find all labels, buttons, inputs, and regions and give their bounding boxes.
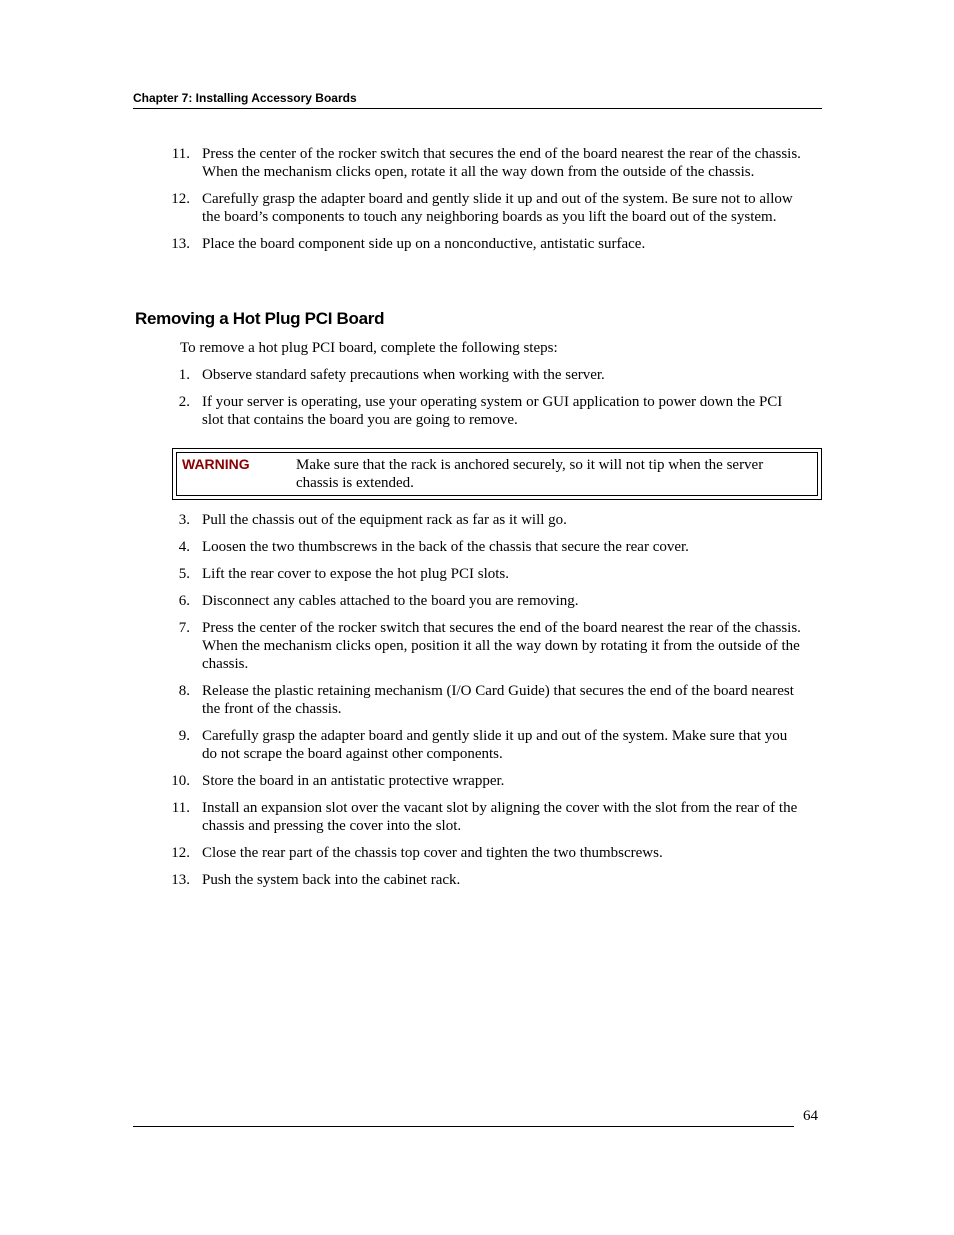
- step-number: 1.: [178, 367, 190, 383]
- step-number: 5.: [178, 566, 190, 582]
- step-number: 9.: [178, 728, 190, 744]
- step-number: 4.: [178, 539, 190, 555]
- list-item: [0, 538, 954, 556]
- list-item: [0, 190, 954, 226]
- page-header: [133, 90, 822, 109]
- step-number: 12.: [171, 845, 190, 861]
- step-text: Carefully grasp the adapter board and gently slide it up and out of the system. Make sure that you do not scrape the board against other components.: [202, 728, 788, 762]
- step-text: Install an expansion slot over the vacant slot by aligning the cover with the slot from the rear of the chassis and pressing the cover into the slot.: [202, 800, 798, 834]
- step-number: 2.: [178, 394, 190, 410]
- step-text: Loosen the two thumbscrews in the back of the chassis that secure the rear cover.: [202, 539, 689, 555]
- section-intro: To remove a hot plug PCI board, complete the following steps:: [180, 340, 558, 356]
- step-text: Place the board component side up on a nonconductive, antistatic surface.: [202, 236, 646, 252]
- step-number: 13.: [171, 236, 190, 252]
- step-number: 13.: [171, 872, 190, 888]
- list-item: [0, 682, 954, 718]
- step-text: Close the rear part of the chassis top cover and tighten the two thumbscrews.: [202, 845, 663, 861]
- step-number: 6.: [178, 593, 190, 609]
- step-number: 3.: [178, 512, 190, 528]
- step-number: 10.: [171, 773, 190, 789]
- step-text: Press the center of the rocker switch that secures the end of the board nearest the rear of the chassis. When the mechanism clicks open, rotate it all the way down from the outside of the chassis.: [202, 146, 801, 180]
- list-item: [0, 366, 954, 384]
- chapter-title: Chapter 7: Installing Accessory Boards: [133, 91, 357, 105]
- warning-label: WARNING: [182, 456, 250, 472]
- page-number: 64: [803, 1108, 818, 1124]
- step-text: Pull the chassis out of the equipment rack as far as it will go.: [202, 512, 567, 528]
- remaining-steps-list: [0, 511, 954, 889]
- step-number: 11.: [171, 146, 190, 162]
- step-text: Store the board in an antistatic protective wrapper.: [202, 773, 505, 789]
- step-number: 12.: [171, 191, 190, 207]
- step-text: Observe standard safety precautions when working with the server.: [202, 367, 605, 383]
- step-text: If your server is operating, use your operating system or GUI application to power down the PCI slot that contains the board you are going to remove.: [202, 394, 783, 428]
- step-text: Push the system back into the cabinet rack.: [202, 872, 461, 888]
- list-item: [0, 844, 954, 862]
- step-text: Disconnect any cables attached to the board you are removing.: [202, 593, 579, 609]
- step-number: 11.: [171, 800, 190, 816]
- step-text: Press the center of the rocker switch that secures the end of the board nearest the rear of the chassis. When the mechanism clicks open, position it all the way down by rotating it from the outside of the chassis.: [202, 620, 801, 672]
- list-item: [0, 145, 954, 181]
- list-item: [0, 592, 954, 610]
- warning-box: [172, 448, 822, 500]
- step-number: 8.: [178, 683, 190, 699]
- list-item: [0, 565, 954, 583]
- list-item: [0, 799, 954, 835]
- section-heading: Removing a Hot Plug PCI Board: [135, 309, 385, 328]
- step-text: Carefully grasp the adapter board and gently slide it up and out of the system. Be sure not to allow the board’s components to touch any neighboring boards as you lift the board out of the system.: [202, 191, 793, 225]
- list-item: [0, 235, 954, 253]
- step-text: Lift the rear cover to expose the hot plug PCI slots.: [202, 566, 510, 582]
- list-item: [0, 772, 954, 790]
- continued-steps-list: [0, 145, 954, 253]
- warning-text: Make sure that the rack is anchored securely, so it will not tip when the server chassis is extended.: [296, 457, 764, 491]
- step-number: 7.: [178, 620, 190, 636]
- list-item: [0, 393, 954, 429]
- list-item: [0, 511, 954, 529]
- list-item: [0, 619, 954, 673]
- step-text: Release the plastic retaining mechanism (I/O Card Guide) that secures the end of the board nearest the front of the chassis.: [202, 683, 794, 717]
- list-item: [0, 871, 954, 889]
- list-item: [0, 727, 954, 763]
- footer-rule: [133, 1126, 794, 1127]
- first-steps-list: [0, 366, 954, 429]
